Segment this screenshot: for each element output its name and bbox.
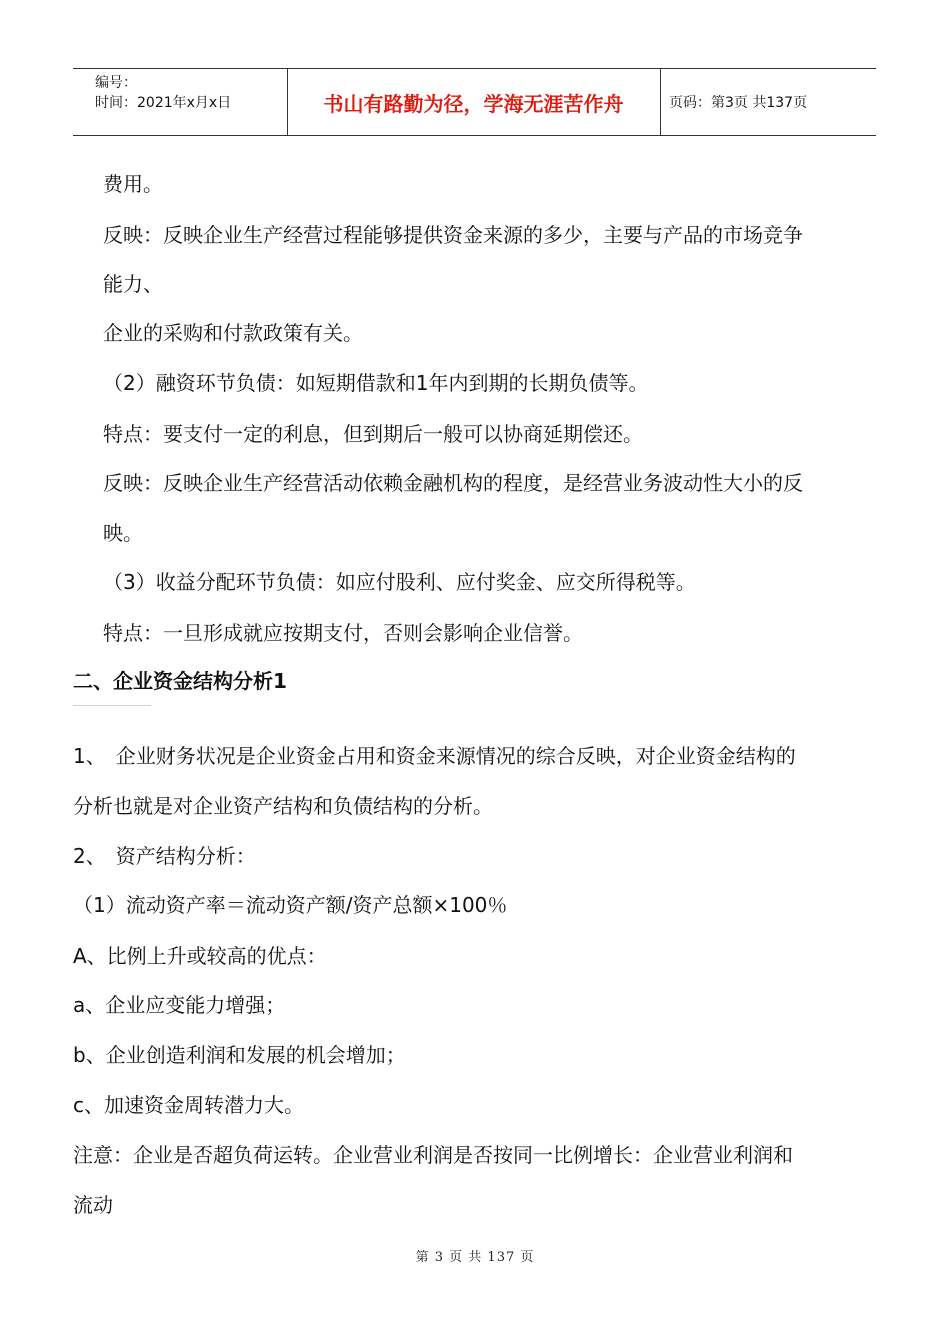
paragraph: 2、 资产结构分析：: [73, 844, 256, 868]
paragraph: 映。: [103, 521, 143, 545]
paragraph: （3）收益分配环节负债：如应付股利、应付奖金、应交所得税等。: [103, 570, 696, 594]
page-footer: 第 3 页 共 137 页: [415, 1250, 535, 1265]
paragraph: 能力、: [103, 272, 163, 296]
paragraph: 特点：一旦形成就应按期支付，否则会影响企业信誉。: [103, 621, 583, 645]
page-header: [73, 68, 876, 136]
header-page-info: 页码：第3页 共137页: [669, 95, 808, 111]
paragraph: （2）融资环节负债：如短期借款和1年内到期的长期负债等。: [103, 371, 649, 395]
section-heading: 二、企业资金结构分析1: [73, 669, 287, 693]
paragraph: 分析也就是对企业资产结构和负债结构的分析。: [73, 794, 493, 818]
heading-underline: [73, 705, 151, 706]
paragraph: 注意：企业是否超负荷运转。企业营业利润是否按同一比例增长：企业营业利润和: [73, 1143, 793, 1167]
list-item: a、企业应变能力增强；: [73, 993, 286, 1017]
list-item: b、企业创造利润和发展的机会增加；: [73, 1043, 406, 1067]
paragraph: 特点：要支付一定的利息，但到期后一般可以协商延期偿还。: [103, 422, 643, 446]
number-label: 编号：: [95, 75, 137, 91]
list-item: c、加速资金周转潜力大。: [73, 1093, 304, 1117]
paragraph: 企业的采购和付款政策有关。: [103, 321, 363, 345]
paragraph: 1、 企业财务状况是企业资金占用和资金来源情况的综合反映，对企业资金结构的: [73, 744, 796, 768]
header-divider: [660, 69, 661, 135]
header-meta: [95, 73, 231, 113]
header-motto: 书山有路勤为径，学海无涯苦作舟: [323, 91, 624, 116]
paragraph: 流动: [73, 1193, 113, 1217]
formula-line: （1）流动资产率＝流动资产额/资产总额×100％: [73, 893, 508, 917]
paragraph: 反映：反映企业生产经营过程能够提供资金来源的多少，主要与产品的市场竞争: [103, 223, 803, 247]
paragraph: 反映：反映企业生产经营活动依赖金融机构的程度，是经营业务波动性大小的反: [103, 471, 803, 495]
paragraph: 费用。: [103, 172, 163, 196]
time-label: 时间：2021年x月x日: [95, 95, 232, 111]
paragraph: A、比例上升或较高的优点：: [73, 944, 327, 968]
